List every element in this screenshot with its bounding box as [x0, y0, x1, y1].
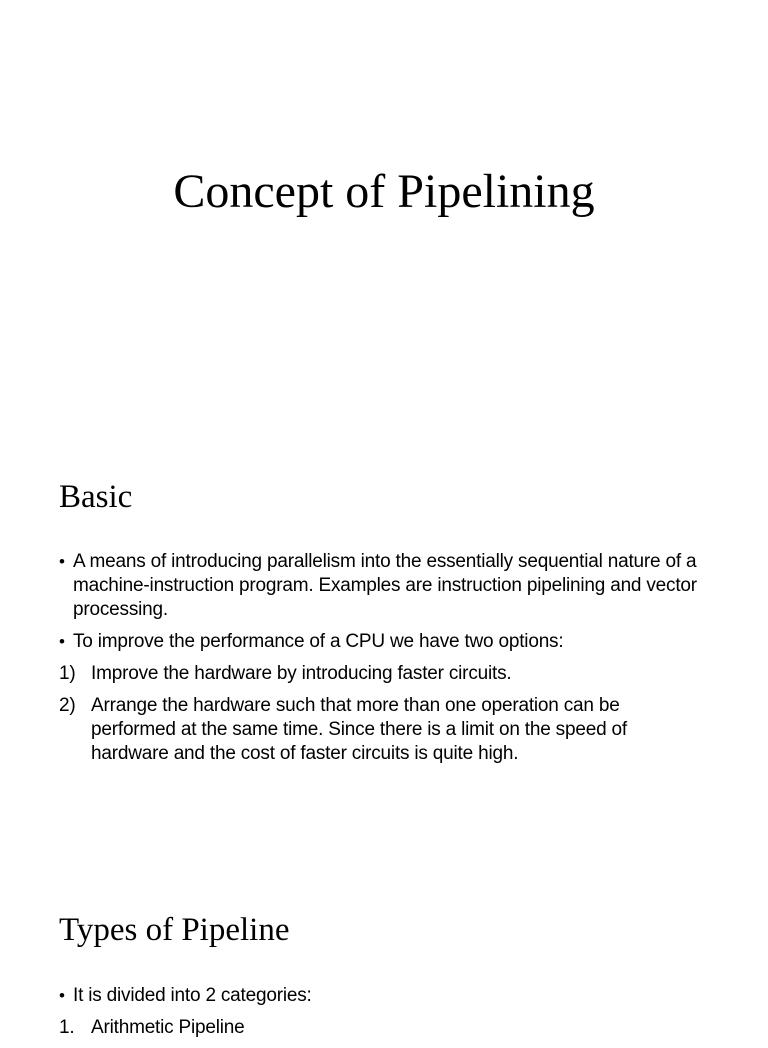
list-item [59, 984, 709, 1008]
slide-types-of-pipeline [0, 864, 768, 1038]
number-marker: 2) [59, 695, 76, 716]
bullet-marker: • [59, 632, 65, 651]
bullet-marker: • [59, 986, 65, 1005]
slide-title [0, 0, 768, 432]
list-item [59, 1016, 709, 1040]
number-marker: 1) [59, 663, 76, 684]
bullet-list [59, 550, 709, 774]
number-marker: 1. [59, 1017, 75, 1038]
slide-basic [0, 432, 768, 864]
list-item-text: A means of introducing parallelism into the essentially sequential nature of a machine-instruction program. Examples are instruction pipelining and vector processing. [73, 551, 697, 620]
slide-heading-basic: Basic [59, 479, 133, 515]
bullet-list [59, 984, 709, 1048]
list-item [59, 550, 709, 622]
bullet-marker: • [59, 552, 65, 571]
list-item-text: Arrange the hardware such that more than one operation can be performed at the same time. Since there is a limit on the speed of hardware and the cost of faster circuits is quite high. [91, 695, 627, 764]
list-item-text: To improve the performance of a CPU we have two options: [73, 631, 564, 652]
list-item [59, 630, 709, 654]
slide-title-text: Concept of Pipelining [173, 165, 595, 218]
list-item-text: It is divided into 2 categories: [73, 985, 312, 1006]
list-item [59, 662, 709, 686]
slide-heading-types: Types of Pipeline [59, 912, 290, 948]
list-item [59, 694, 709, 766]
list-item-text: Improve the hardware by introducing faster circuits. [91, 663, 512, 684]
list-item-text: Arithmetic Pipeline [91, 1017, 245, 1038]
